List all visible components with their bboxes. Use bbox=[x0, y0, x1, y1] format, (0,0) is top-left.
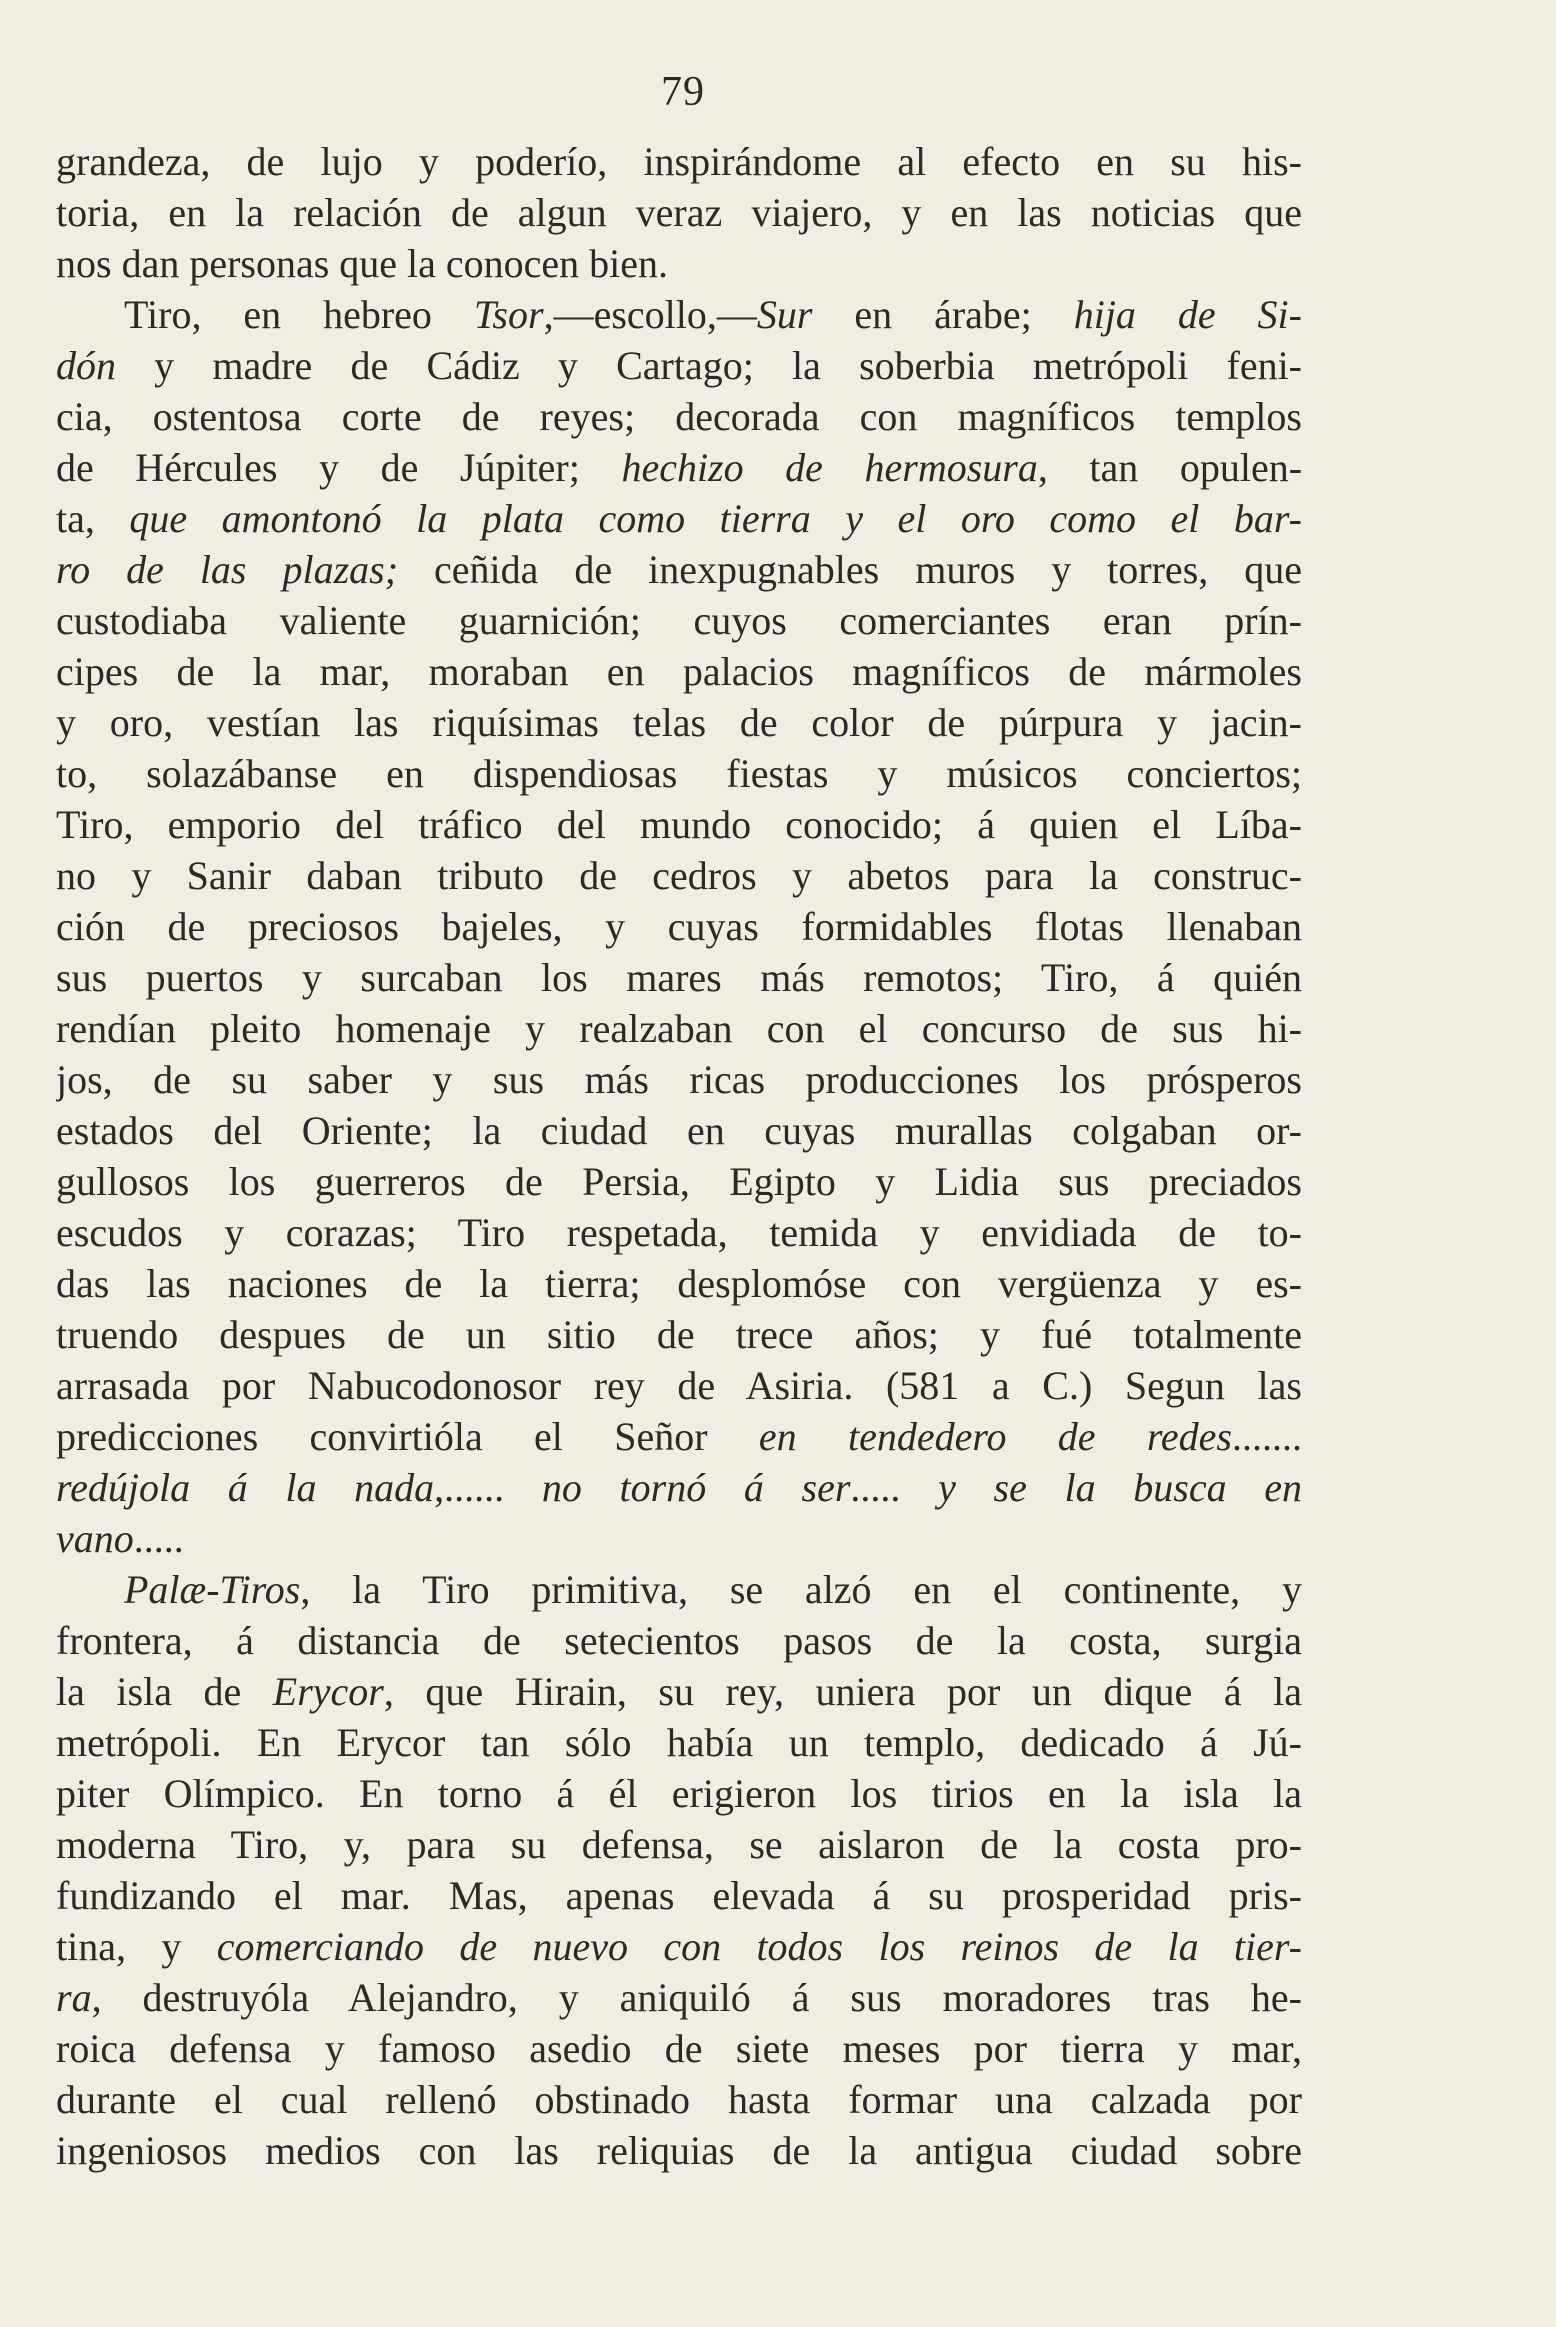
text-run: fundizando el mar. Mas, apenas elevada á su prosperidad pris- bbox=[56, 1873, 1302, 1918]
italic-text: en tendedero de redes bbox=[758, 1414, 1232, 1459]
italic-text: vano bbox=[56, 1516, 134, 1561]
text-line bbox=[56, 544, 1302, 595]
text-line bbox=[56, 1564, 1302, 1615]
text-run: cipes de la mar, moraban en palacios magníficos de mármoles bbox=[56, 649, 1302, 694]
text-run: estados del Oriente; la ciudad en cuyas murallas colgaban or- bbox=[56, 1108, 1302, 1153]
text-line bbox=[56, 136, 1302, 187]
text-line bbox=[56, 1615, 1302, 1666]
text-run: no y Sanir daban tributo de cedros y abetos para la construc- bbox=[56, 853, 1302, 898]
text-run: de Hércules y de Júpiter; bbox=[56, 445, 622, 490]
text-line bbox=[56, 1003, 1302, 1054]
text-run: custodiaba valiente guarnición; cuyos comerciantes eran prín- bbox=[56, 598, 1302, 643]
text-run: jos, de su saber y sus más ricas producciones los prósperos bbox=[56, 1057, 1302, 1102]
text-line bbox=[56, 952, 1302, 1003]
text-run: nos dan personas que la conocen bien. bbox=[56, 241, 669, 286]
text-run: grandeza, de lujo y poderío, inspirándome al efecto en su his- bbox=[56, 139, 1302, 184]
text-line bbox=[56, 697, 1302, 748]
text-line bbox=[56, 850, 1302, 901]
text-line bbox=[56, 1258, 1302, 1309]
italic-text: Erycor bbox=[272, 1669, 384, 1714]
text-line bbox=[56, 1309, 1302, 1360]
text-run: frontera, á distancia de setecientos pasos de la costa, surgia bbox=[56, 1618, 1302, 1663]
page-number: 79 bbox=[661, 69, 705, 115]
italic-text: Tsor bbox=[473, 292, 544, 337]
text-run: ción de preciosos bajeles, y cuyas formidables flotas llenaban bbox=[56, 904, 1302, 949]
text-line bbox=[56, 391, 1302, 442]
text-run: arrasada por Nabucodonosor rey de Asiria. (581 a C.) Segun las bbox=[56, 1363, 1302, 1408]
text-run: cia, ostentosa corte de reyes; decorada con magníficos templos bbox=[56, 394, 1302, 439]
text-run: escudos y corazas; Tiro respetada, temida y envidiada de to- bbox=[56, 1210, 1302, 1255]
text-run: metrópoli. En Erycor tan sólo había un templo, dedicado á Jú- bbox=[56, 1720, 1302, 1765]
text-line bbox=[56, 2023, 1302, 2074]
text-run: truendo despues de un sitio de trece años; y fué totalmente bbox=[56, 1312, 1302, 1357]
italic-text: comerciando de nuevo con todos los reinos de la tier- bbox=[216, 1924, 1302, 1969]
body-text bbox=[56, 136, 1302, 2176]
text-line bbox=[56, 340, 1302, 391]
text-run: sus puertos y surcaban los mares más remotos; Tiro, á quién bbox=[56, 955, 1302, 1000]
italic-text: que amontonó la plata como tierra y el oro como el bar- bbox=[129, 496, 1302, 541]
text-line bbox=[56, 2074, 1302, 2125]
italic-text: Palæ-Tiros bbox=[124, 1567, 301, 1612]
text-line bbox=[56, 442, 1302, 493]
text-run: roica defensa y famoso asedio de siete meses por tierra y mar, bbox=[56, 2026, 1302, 2071]
text-line bbox=[56, 799, 1302, 850]
text-run: ceñida de inexpugnables muros y torres, que bbox=[398, 547, 1302, 592]
text-line bbox=[56, 1870, 1302, 1921]
text-run: , que Hirain, su rey, uniera por un dique á la bbox=[383, 1669, 1302, 1714]
text-run: Tiro, emporio del tráfico del mundo conocido; á quien el Líba- bbox=[56, 802, 1302, 847]
text-run: y oro, vestían las riquísimas telas de color de púrpura y jacin- bbox=[56, 700, 1302, 745]
text-run: ,—escollo,— bbox=[543, 292, 757, 337]
text-run: ..... bbox=[133, 1516, 184, 1561]
text-run: durante el cual rellenó obstinado hasta formar una calzada por bbox=[56, 2077, 1302, 2122]
text-line bbox=[56, 646, 1302, 697]
text-line bbox=[56, 1207, 1302, 1258]
text-run: , la Tiro primitiva, se alzó en el continente, y bbox=[300, 1567, 1302, 1612]
text-line bbox=[56, 1513, 1302, 1564]
italic-text: ro de las plazas; bbox=[56, 547, 399, 592]
text-line bbox=[56, 1972, 1302, 2023]
text-line bbox=[56, 1156, 1302, 1207]
italic-text: no tornó á ser bbox=[541, 1465, 851, 1510]
text-line bbox=[56, 1717, 1302, 1768]
text-line bbox=[56, 493, 1302, 544]
text-line bbox=[56, 1411, 1302, 1462]
text-run: en árabe; bbox=[812, 292, 1074, 337]
text-run: rendían pleito homenaje y realzaban con el concurso de sus hi- bbox=[56, 1006, 1302, 1051]
italic-text: ra bbox=[56, 1975, 92, 2020]
text-run: predicciones convirtióla el Señor bbox=[56, 1414, 759, 1459]
text-line bbox=[56, 901, 1302, 952]
text-run: ....... bbox=[1232, 1414, 1302, 1459]
text-line bbox=[56, 1768, 1302, 1819]
text-run: Tiro, en hebreo bbox=[124, 292, 474, 337]
text-run: to, solazábanse en dispendiosas fiestas y músicos conciertos; bbox=[56, 751, 1302, 796]
text-run: ingeniosos medios con las reliquias de la antigua ciudad sobre bbox=[56, 2128, 1302, 2173]
italic-text: Sur bbox=[756, 292, 813, 337]
text-line bbox=[56, 1054, 1302, 1105]
text-line bbox=[56, 289, 1302, 340]
text-run: , tan opulen- bbox=[1037, 445, 1302, 490]
text-run: y madre de Cádiz y Cartago; la soberbia metrópoli feni- bbox=[116, 343, 1302, 388]
text-run: ,...... bbox=[434, 1465, 542, 1510]
text-run: ..... bbox=[850, 1465, 939, 1510]
text-run: ta, bbox=[56, 496, 130, 541]
text-run: la isla de bbox=[56, 1669, 273, 1714]
text-run: piter Olímpico. En torno á él erigieron los tirios en la isla la bbox=[56, 1771, 1302, 1816]
text-line bbox=[56, 1462, 1302, 1513]
italic-text: y se la busca en bbox=[938, 1465, 1302, 1510]
text-line bbox=[56, 1819, 1302, 1870]
italic-text: redújola á la nada bbox=[56, 1465, 435, 1510]
text-line bbox=[56, 1105, 1302, 1156]
text-line bbox=[56, 595, 1302, 646]
text-line bbox=[56, 1666, 1302, 1717]
text-run: das las naciones de la tierra; desplomóse con vergüenza y es- bbox=[56, 1261, 1302, 1306]
text-line bbox=[56, 1360, 1302, 1411]
text-line bbox=[56, 238, 1302, 289]
text-run: moderna Tiro, y, para su defensa, se aislaron de la costa pro- bbox=[56, 1822, 1302, 1867]
text-line bbox=[56, 1921, 1302, 1972]
italic-text: dón bbox=[56, 343, 116, 388]
text-run: toria, en la relación de algun veraz viajero, y en las noticias que bbox=[56, 190, 1302, 235]
text-line bbox=[56, 748, 1302, 799]
text-run: tina, y bbox=[56, 1924, 217, 1969]
text-run: gullosos los guerreros de Persia, Egipto y Lidia sus preciados bbox=[56, 1159, 1302, 1204]
text-line bbox=[56, 2125, 1302, 2176]
text-run: , destruyóla Alejandro, y aniquiló á sus moradores tras he- bbox=[91, 1975, 1302, 2020]
italic-text: hechizo de hermosura bbox=[621, 445, 1038, 490]
text-line bbox=[56, 187, 1302, 238]
italic-text: hija de Si- bbox=[1073, 292, 1302, 337]
